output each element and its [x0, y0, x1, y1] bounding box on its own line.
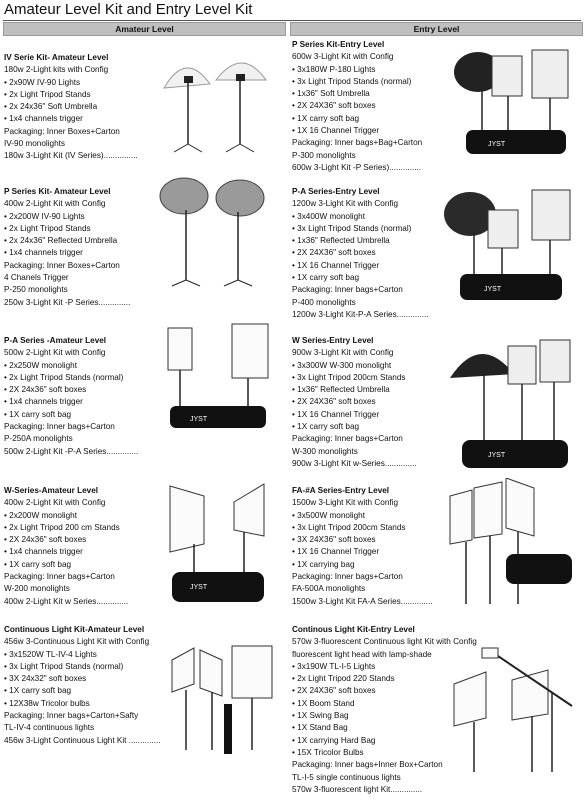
kit-spec-line: 1200w 3-Light Kit-P-A Series..............: [292, 309, 429, 319]
kit-bullet-item: • 3x300W W-300 monolight: [292, 360, 417, 372]
softbox-icon: [234, 484, 264, 574]
svg-text:JYST: JYST: [190, 584, 208, 591]
umbrella-light-icon: [216, 63, 266, 152]
kit-spec-line: 456w 3-Light Continuous Light Kit ..............: [4, 735, 161, 745]
softbox-icon: [492, 56, 522, 130]
kit-spec-line: 600w 3-Light Kit -P Series)..............: [292, 162, 422, 172]
kit-bullet-item: • 1x4 channels trigger: [4, 396, 138, 408]
softbox-icon: [508, 346, 536, 440]
kit-spec-line: 250w 3-Light Kit -P Series..............: [4, 297, 131, 307]
kit-bullet-item: • 2x90W IV-90 Lights: [4, 77, 138, 89]
kit-bullet-item: • 1X carry soft bag: [292, 113, 422, 125]
amateur-kit-block: [4, 52, 138, 163]
kit-spec-line: 4 Chanels Trigger: [4, 273, 69, 283]
kit-spec-line: 500w 2-Light Kit -P-A Series..............: [4, 446, 139, 456]
softbox-icon: [200, 650, 222, 750]
kit-spec-line: 180w 2-Light kits with Config: [4, 65, 109, 75]
kit-bullet-item: • 2X 24x36" soft boxes: [4, 384, 138, 396]
softbox-icon: [170, 486, 204, 574]
kit-title: Continous Light Kit-Entry Level: [292, 625, 415, 634]
kit-bullet-item: • 2X 24X36" soft boxes: [292, 396, 417, 408]
softbox-icon: [450, 490, 472, 604]
kit-bullet-item: • 2x 24x36" Reflected Umbrella: [4, 235, 130, 247]
kit-spec-line: fluorescent light head with lamp-shade: [292, 649, 432, 659]
kit-spec-line: Packaging: Inner bags+Carton: [292, 572, 403, 582]
kit-bullet-item: • 1x36" Soft Umbrella: [292, 88, 422, 100]
softbox-icon: [540, 340, 570, 440]
continuous-light-amateur-kit-photo: [166, 640, 278, 758]
kit-title: Continuous Light Kit-Amateur Level: [4, 625, 145, 634]
kit-spec-line: Packaging: Inner bags+Inner Box+Carton: [292, 760, 443, 770]
kit-title: W-Series-Amateur Level: [4, 486, 99, 495]
svg-text:JYST: JYST: [488, 452, 506, 459]
kit-bullet-item: • 3x Light Tripod Stands (normal): [292, 76, 422, 88]
kit-bullet-item: • 2x250W monolight: [4, 360, 138, 372]
kit-bullet-item: • 1x4 channels trigger: [4, 247, 130, 259]
amateur-kit-block: [4, 485, 128, 608]
entry-level-header: Entry Level: [290, 22, 583, 36]
softbox-icon: [532, 190, 570, 274]
kit-bullet-item: • 3x400W monolight: [292, 211, 429, 223]
kit-spec-line: P-250A monolights: [4, 434, 73, 444]
kit-spec-line: TL-IV-4 continuous lights: [4, 723, 95, 733]
kit-bullet-item: • 1x4 channels trigger: [4, 546, 128, 558]
kit-bullet-item: • 1x36" Reflected Umbrella: [292, 235, 429, 247]
kit-bullet-item: • 3x190W TL-I-5 Lights: [292, 661, 477, 673]
kit-title: IV Serie Kit- Amateur Level: [4, 53, 109, 62]
reflective-umbrella-icon: [216, 180, 264, 286]
svg-text:JYST: JYST: [484, 286, 502, 293]
w-series-entry-kit-photo: [448, 326, 576, 474]
kit-bullet-item: • 2x Light Tripod Stands (normal): [4, 372, 138, 384]
softbox-icon: [488, 210, 518, 274]
kit-spec-line: P-400 monolights: [292, 297, 356, 307]
kit-spec-line: Packaging: Inner bags+Bag+Carton: [292, 138, 423, 148]
svg-text:JYST: JYST: [488, 141, 506, 148]
kit-spec-line: Packaging: Inner bags+Carton: [292, 285, 403, 295]
amateur-kit-block: [4, 186, 130, 309]
softbox-icon: [454, 672, 486, 772]
kit-title: W Series-Entry Level: [292, 336, 374, 345]
umbrella-light-icon: [450, 354, 514, 440]
reflective-umbrella-icon: [160, 178, 208, 286]
fa-a-series-entry-kit-photo: [446, 478, 576, 612]
kit-spec-line: 570w 3-fluorescent light Kit..............: [292, 784, 423, 794]
kit-spec-line: 180w 3-Light Kit (IV Series)...............: [4, 151, 138, 161]
kit-spec-line: P-250 monolights: [4, 285, 68, 295]
kit-spec-line: 400w 2-Light Kit with Config: [4, 498, 106, 508]
kit-bullet-item: • 3x Light Tripod Stands (normal): [4, 661, 161, 673]
kit-spec-line: Packaging: Inner Boxes+Carton: [4, 260, 120, 270]
kit-title: P-A Series-Entry Level: [292, 187, 380, 196]
kit-spec-line: IV-90 monolights: [4, 139, 65, 149]
umbrella-light-icon: [164, 68, 210, 152]
kit-bullet-item: • 1X 16 Channel Trigger: [292, 260, 429, 272]
carry-bag-icon: [460, 274, 562, 300]
title-divider: [3, 20, 581, 21]
softbox-icon: [172, 648, 194, 750]
softbox-icon: [474, 482, 502, 604]
kit-bullet-item: • 1X Boom Stand: [292, 698, 477, 710]
kit-bullet-item: • 2x200W IV-90 Lights: [4, 211, 130, 223]
kit-bullet-item: • 3x1520W TL-IV-4 Lights: [4, 649, 161, 661]
kit-bullet-item: • 1X carrying Hard Bag: [292, 735, 477, 747]
kit-spec-line: 900w 3-Light Kit w-Series..............: [292, 458, 417, 468]
kit-bullet-item: • 2X 24X36" soft boxes: [292, 247, 429, 259]
kit-bullet-item: • 1X Swing Bag: [292, 710, 477, 722]
stand-bag-icon: [224, 704, 232, 754]
kit-spec-line: 570w 3-fluorescent Continuous light Kit with Config: [292, 637, 477, 647]
kit-bullet-item: • 1x4 channels trigger: [4, 113, 138, 125]
p-a-series-entry-kit-photo: [440, 188, 576, 304]
kit-spec-line: 600w 3-Light Kit with Config: [292, 52, 394, 62]
kit-bullet-item: • 3x Light Tripod Stands (normal): [292, 223, 429, 235]
kit-bullet-item: • 2x Light Tripod 220 Stands: [292, 673, 477, 685]
kit-spec-line: 500w 2-Light Kit with Config: [4, 348, 106, 358]
kit-bullet-item: • 1X 16 Channel Trigger: [292, 546, 433, 558]
kit-spec-line: Packaging: Inner bags+Carton+Safty: [4, 711, 139, 721]
kit-bullet-item: • 2X 24X36" soft boxes: [292, 100, 422, 112]
kit-bullet-item: • 1X carry soft bag: [292, 421, 417, 433]
kit-spec-line: 456w 3-Continuous Light Kit with Config: [4, 637, 150, 647]
softbox-icon: [232, 646, 272, 750]
entry-kit-block: [292, 335, 417, 470]
kit-bullet-item: • 1X 16 Channel Trigger: [292, 125, 422, 137]
kit-bullet-item: • 3x180W P-180 Lights: [292, 64, 422, 76]
carry-bag-icon: [172, 572, 264, 602]
svg-text:JYST: JYST: [190, 416, 208, 423]
p-series-entry-kit-photo: [452, 44, 576, 160]
kit-title: P Series Kit- Amateur Level: [4, 187, 111, 196]
kit-bullet-item: • 3x Light Tripod 200cm Stands: [292, 522, 433, 534]
p-a-series-amateur-kit-photo: [160, 322, 272, 434]
kit-bullet-item: • 2X 24X36" soft boxes: [292, 685, 477, 697]
continuous-light-entry-kit-photo: [452, 646, 576, 782]
kit-bullet-item: • 1X Stand Bag: [292, 722, 477, 734]
kit-bullet-item: • 3X 24X36" soft boxes: [292, 534, 433, 546]
kit-bullet-item: • 1X carry soft bag: [4, 685, 161, 697]
amateur-kit-block: [4, 335, 138, 458]
w-series-amateur-kit-photo: [164, 482, 272, 610]
kit-spec-line: 1500w 3-Light Kit FA-A Series..............: [292, 596, 433, 606]
kit-bullet-item: • 2x Light Tripod Stands: [4, 89, 138, 101]
iv-series-kit-photo: [160, 44, 272, 154]
kit-spec-line: FA-500A monolights: [292, 584, 366, 594]
kit-spec-line: Packaging: Inner bags+Carton: [4, 422, 115, 432]
kit-title: P-A Series -Amateur Level: [4, 336, 107, 345]
kit-bullet-item: • 2x Light Tripod Stands: [4, 223, 130, 235]
kit-bullet-item: • 2x 24x36" Soft Umbrella: [4, 101, 138, 113]
kit-bullet-item: • 1X carry soft bag: [292, 272, 429, 284]
kit-spec-line: Packaging: Inner Boxes+Carton: [4, 126, 120, 136]
kit-bullet-item: • 1X carrying bag: [292, 559, 433, 571]
kit-bullet-item: • 15X Tricolor Bulbs: [292, 747, 477, 759]
kit-bullet-item: • 3X 24x32" soft boxes: [4, 673, 161, 685]
kit-title: P Series Kit-Entry Level: [292, 40, 385, 49]
softbox-icon: [532, 50, 568, 130]
kit-title: FA-#A Series-Entry Level: [292, 486, 390, 495]
kit-bullet-item: • 12X38w Tricolor bulbs: [4, 698, 161, 710]
entry-kit-block: [292, 186, 429, 321]
kit-spec-line: 400w 2-Light Kit with Config: [4, 199, 106, 209]
kit-bullet-item: • 1X carry soft bag: [4, 559, 128, 571]
kit-spec-line: 1200w 3-Light Kit with Config: [292, 199, 399, 209]
p-series-amateur-kit-photo: [156, 176, 272, 288]
carry-bag-icon: [462, 440, 568, 468]
kit-bullet-item: • 3x500W monolight: [292, 510, 433, 522]
amateur-level-header: Amateur Level: [3, 22, 286, 36]
kit-bullet-item: • 1X 16 Channel Trigger: [292, 409, 417, 421]
kit-spec-line: W-200 monolights: [4, 584, 70, 594]
kit-spec-line: 400w 2-Light Kit w Series..............: [4, 596, 129, 606]
kit-spec-line: TL-I-5 single continuous lights: [292, 772, 401, 782]
kit-bullet-item: • 2X 24x36" soft boxes: [4, 534, 128, 546]
softbox-icon: [232, 324, 268, 406]
kit-bullet-item: • 1x36" Reflected Umbrella: [292, 384, 417, 396]
carry-bag-icon: [170, 406, 266, 428]
softbox-icon: [168, 328, 192, 406]
entry-kit-block: [292, 39, 422, 174]
kit-spec-line: Packaging: Inner bags+Carton: [4, 572, 115, 582]
softbox-icon: [506, 478, 534, 604]
carry-bag-icon: [506, 554, 572, 584]
kit-spec-line: Packaging: Inner bags+Carton: [292, 434, 403, 444]
kit-bullet-item: • 2x200W monolight: [4, 510, 128, 522]
kit-spec-line: 900w 3-Light Kit with Config: [292, 348, 394, 358]
amateur-kit-block: [4, 624, 161, 747]
kit-bullet-item: • 2x Light Tripod 200 cm Stands: [4, 522, 128, 534]
entry-kit-block: [292, 485, 433, 608]
page-title: Amateur Level Kit and Entry Level Kit: [4, 1, 253, 18]
kit-spec-line: W-300 monolights: [292, 446, 358, 456]
entry-kit-block: [292, 624, 477, 796]
kit-bullet-item: • 1X carry soft bag: [4, 409, 138, 421]
carry-bag-icon: [466, 130, 566, 154]
kit-bullet-item: • 3x Light Tripod 200cm Stands: [292, 372, 417, 384]
kit-spec-line: P-300 monolights: [292, 150, 356, 160]
kit-spec-line: 1500w 3-Light Kit with Config: [292, 498, 399, 508]
